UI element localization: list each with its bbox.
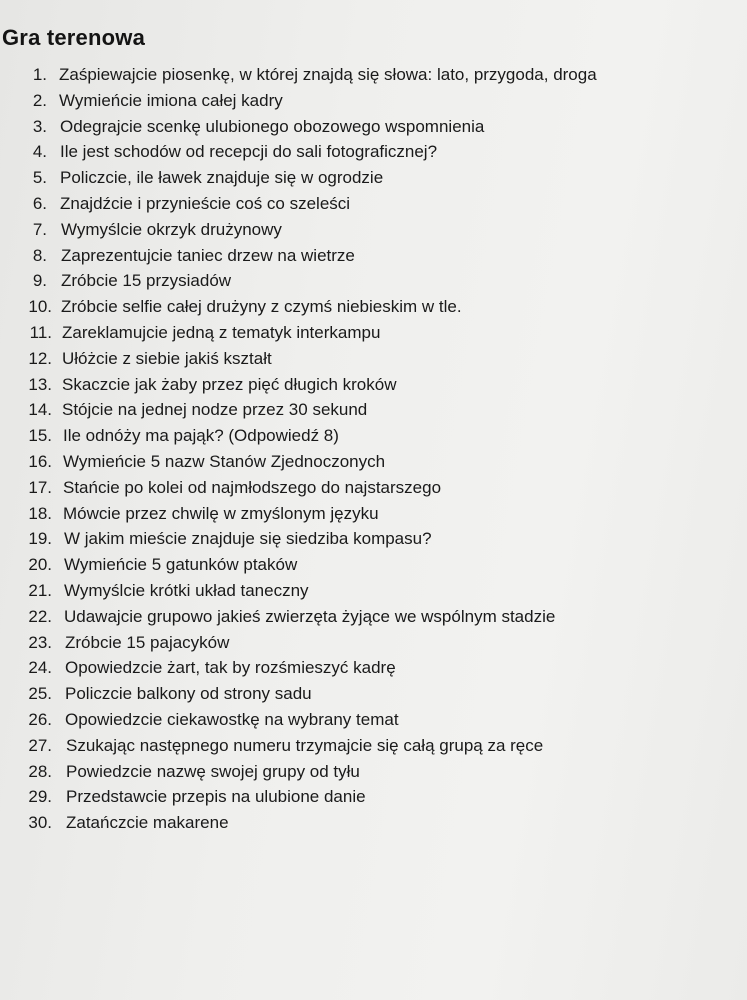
list-item-text: Zróbcie selfie całej drużyny z czymś niebieskim w tle. [61,297,462,317]
list-item-number: 8. [32,245,47,265]
list-item [0,449,747,475]
list-item-number: 7. [32,219,47,239]
list-item-number: 24. [28,658,52,678]
list-item-number: 18. [28,503,52,523]
list-item-text: W jakim mieście znajduje się siedziba kompasu? [64,529,432,549]
list-item-number: 5. [32,168,47,188]
list-item-number: 23. [28,632,52,652]
list-item-text: Wymieńcie imiona całej kadry [59,90,283,110]
list-item [0,630,747,656]
list-item-text: Policzcie balkony od strony sadu [65,684,312,704]
list-item [0,526,747,552]
list-item-text: Skaczcie jak żaby przez pięć długich kroków [62,374,397,394]
list-item-number: 15. [28,426,52,446]
list-item [0,655,747,681]
list-item [0,423,747,449]
page-title: Gra terenowa [2,25,146,50]
list-item-text: Powiedzcie nazwę swojej grupy od tyłu [66,761,360,781]
list-item [0,707,747,733]
list-item-text: Policzcie, ile ławek znajduje się w ogrodzie [60,168,384,188]
list-item [0,681,747,707]
list-item-text: Opowiedzcie żart, tak by rozśmieszyć kadrę [65,658,396,678]
list-item-number: 2. [32,90,47,110]
list-item [0,320,747,346]
list-item [0,372,747,398]
list-item-text: Zaśpiewajcie piosenkę, w której znajdą się słowa: lato, przygoda, droga [59,65,597,84]
list-item-number: 9. [32,271,47,291]
list-item-text: Stójcie na jednej nodze przez 30 sekund [62,400,368,420]
list-item-text: Zaprezentujcie taniec drzew na wietrze [61,245,355,265]
list-item [0,191,747,217]
list-item-text: Wymyślcie krótki układ taneczny [64,581,309,600]
list-item-number: 11. [29,323,52,342]
list-item [0,475,747,501]
list-item [0,501,747,527]
list-item [0,88,747,114]
list-item-number: 14. [28,400,52,420]
list-item-number: 12. [28,348,52,368]
list-item-text: Stańcie po kolei od najmłodszego do najstarszego [63,477,442,497]
list-item-number: 22. [28,606,52,626]
list-item [0,397,747,423]
list-item-text: Udawajcie grupowo jakieś zwierzęta żyjące we wspólnym stadzie [64,606,556,626]
list-item-number: 19. [28,529,52,549]
list-item [0,759,747,785]
list-item [0,784,747,810]
list-item-text: Opowiedzcie ciekawostkę na wybrany temat [65,710,399,729]
list-item [0,578,747,604]
list-item-text: Zróbcie 15 przysiadów [61,271,232,291]
list-item [0,243,747,269]
list-item [0,552,747,578]
list-item-text: Ile odnóży ma pająk? (Odpowiedź 8) [63,426,339,446]
list-item-text: Wymyślcie okrzyk drużynowy [61,219,282,239]
list-item-text: Ile jest schodów od recepcji do sali fotograficznej? [60,142,438,162]
list-item-number: 29. [28,787,52,807]
list-item-number: 26. [28,710,52,729]
list-item [0,139,747,165]
list-item-number: 30. [28,813,52,833]
list-item-text: Odegrajcie scenkę ulubionego obozowego wspomnienia [60,116,485,136]
list-item [0,114,747,140]
list-item [0,294,747,320]
list-item-number: 6. [32,194,47,213]
list-item [0,268,747,294]
list-item-number: 1. [32,65,47,84]
list-item-number: 17. [28,477,52,497]
list-item-text: Zareklamujcie jedną z tematyk interkampu [62,323,381,342]
list-item-number: 21. [28,581,52,600]
list-item [0,165,747,191]
list-item-number: 10. [28,297,52,317]
list-item [0,346,747,372]
list-item-number: 3. [32,116,47,136]
list-item-text: Przedstawcie przepis na ulubione danie [66,787,366,807]
list-item-number: 25. [28,684,52,704]
list-item-text: Wymieńcie 5 nazw Stanów Zjednoczonych [63,452,386,471]
list-item-text: Mówcie przez chwilę w zmyślonym języku [63,503,379,523]
list-item [0,217,747,243]
list-item [0,604,747,630]
list-item-text: Zróbcie 15 pajacyków [65,632,230,652]
list-item-text: Wymieńcie 5 gatunków ptaków [64,555,298,575]
list-item-text: Szukając następnego numeru trzymajcie się całą grupą za ręce [66,735,544,755]
list-item-number: 4. [32,142,47,162]
list-item-number: 20. [28,555,52,575]
list-item-text: Znajdźcie i przynieście coś co szeleści [60,194,351,213]
list-item [0,810,747,836]
list-item-number: 16. [28,452,52,471]
list-item [0,62,747,88]
list-item [0,733,747,759]
list-item-number: 13. [28,374,52,394]
list-item-number: 27. [28,735,52,755]
list-item-text: Ułóżcie z siebie jakiś kształt [62,348,272,368]
list-item-number: 28. [28,761,52,781]
list-item-text: Zatańczcie makarene [66,813,229,833]
